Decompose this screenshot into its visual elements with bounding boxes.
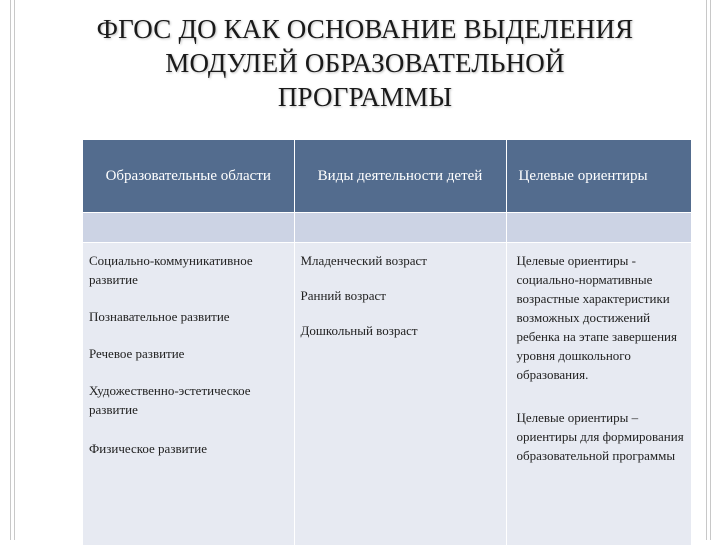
target-guidelines-cell	[506, 243, 691, 545]
title-line-3: ПРОГРАММЫ	[60, 80, 670, 114]
area-physical: Физическое развитие	[89, 439, 288, 458]
table-body-row	[83, 243, 691, 545]
area-artistic-aesthetic: Художественно-эстетическое развитие	[89, 381, 288, 419]
band-cell	[294, 213, 506, 243]
age-preschool: Дошкольный возраст	[301, 321, 500, 340]
area-social-communicative: Социально-коммуникативное развитие	[89, 251, 288, 289]
guideline-program: Целевые ориентиры – ориентиры для формирования образовательной программы	[517, 408, 685, 465]
table-band-row	[83, 213, 691, 243]
area-speech: Речевое развитие	[89, 344, 288, 363]
age-infancy: Младенческий возраст	[301, 251, 500, 270]
slide-title	[60, 12, 670, 114]
right-border-line-outer	[710, 0, 711, 540]
guideline-normative: Целевые ориентиры - социально-нормативные возрастные характеристики возможных достижений ребенка на этапе завершения уровня дошкольного образования.	[517, 251, 685, 384]
left-border-line-inner	[14, 0, 15, 540]
activity-types-cell	[294, 243, 506, 545]
header-educational-areas: Образовательные области	[83, 140, 294, 213]
modules-table	[83, 140, 692, 545]
left-border-line-outer	[10, 0, 11, 540]
area-cognitive: Познавательное развитие	[89, 307, 288, 326]
band-cell	[83, 213, 294, 243]
band-cell	[506, 213, 691, 243]
header-target-guidelines: Целевые ориентиры	[506, 140, 691, 213]
right-border-line-inner	[706, 0, 707, 540]
age-early: Ранний возраст	[301, 286, 500, 305]
header-activity-types: Виды деятельности детей	[294, 140, 506, 213]
educational-areas-cell	[83, 243, 294, 545]
title-line-2: МОДУЛЕЙ ОБРАЗОВАТЕЛЬНОЙ	[60, 46, 670, 80]
title-line-1: ФГОС ДО КАК ОСНОВАНИЕ ВЫДЕЛЕНИЯ	[60, 12, 670, 46]
table-header-row	[83, 140, 691, 213]
